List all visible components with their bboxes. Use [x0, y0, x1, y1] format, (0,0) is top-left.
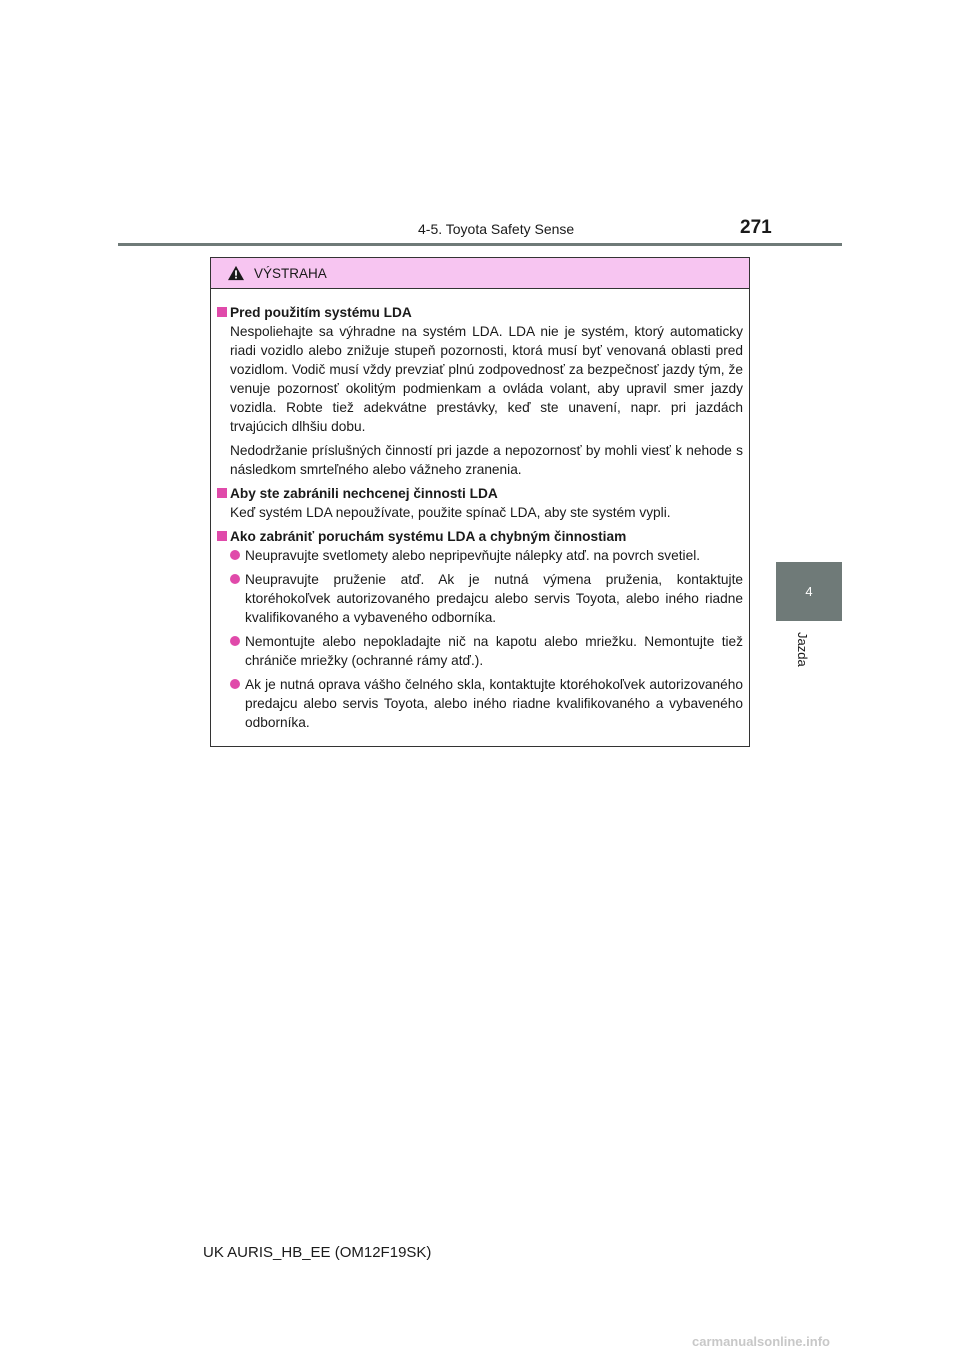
dot-bullet-icon	[230, 574, 240, 584]
page-number: 271	[740, 217, 772, 238]
warning-box	[210, 257, 750, 747]
dot-bullet-icon	[230, 636, 240, 646]
watermark: carmanualsonline.info	[692, 1334, 830, 1349]
chapter-label: Jazda	[795, 632, 810, 667]
warning-triangle-icon	[227, 265, 245, 281]
list-item: Neupravujte svetlomety alebo nepripevňujte nálepky atď. na povrch svetiel.	[230, 546, 743, 565]
model-code: UK AURIS_HB_EE (OM12F19SK)	[203, 1244, 432, 1261]
list-item: Ak je nutná oprava vášho čelného skla, kontaktujte ktoréhokoľvek autorizovaného predajcu alebo servis Toyota, alebo iného riadne kvalifikovaného a vybaveného odborníka.	[230, 675, 743, 732]
dot-bullet-icon	[230, 550, 240, 560]
list-item: Nemontujte alebo nepokladajte nič na kapotu alebo mriežku. Nemontujte tiež chrániče mriežky (ochranné rámy atď.).	[230, 632, 743, 670]
chapter-tab	[776, 562, 842, 621]
section-heading: Aby ste zabránili nechcenej činnosti LDA	[217, 484, 743, 503]
warning-content	[211, 289, 749, 732]
chapter-number: 4	[805, 584, 813, 599]
square-bullet-icon	[217, 488, 227, 498]
list-item: Neupravujte pruženie atď. Ak je nutná výmena pruženia, kontaktujte ktoréhokoľvek autorizovaného predajcu alebo servis Toyota, alebo iného riadne kvalifikovaného a vybaveného odborníka.	[230, 570, 743, 627]
dot-bullet-icon	[230, 679, 240, 689]
warning-header	[211, 258, 749, 289]
section-title: 4-5. Toyota Safety Sense	[418, 221, 575, 237]
section-heading: Pred použitím systému LDA	[217, 303, 743, 322]
square-bullet-icon	[217, 531, 227, 541]
square-bullet-icon	[217, 307, 227, 317]
section-heading: Ako zabrániť poruchám systému LDA a chybným činnostiam	[217, 527, 743, 546]
paragraph: Nespoliehajte sa výhradne na systém LDA. LDA nie je systém, ktorý automaticky riadi vozidlo alebo znižuje stupeň pozornosti, ktorá musí byť venovaná oblasti pred vozidlom. Vodič musí vždy prevziať plnú zodpovednosť za bezpečnosť jazdy tým, že venuje pozornosť okolitým podmienkam a ovláda volant, aby upravil smer jazdy vozidla. Robte tiež adekvátne prestávky, keď ste unavení, napr. pri jazdách trvajúcich dlhšiu dobu.	[230, 324, 743, 434]
warning-title: VÝSTRAHA	[254, 265, 327, 281]
paragraph: Keď systém LDA nepoužívate, použite spínač LDA, aby ste systém vypli.	[230, 505, 671, 520]
header-divider	[118, 243, 842, 246]
paragraph: Nedodržanie príslušných činností pri jazde a nepozornosť by mohli viesť k nehode s následkom smrteľného alebo vážneho zranenia.	[230, 443, 743, 477]
